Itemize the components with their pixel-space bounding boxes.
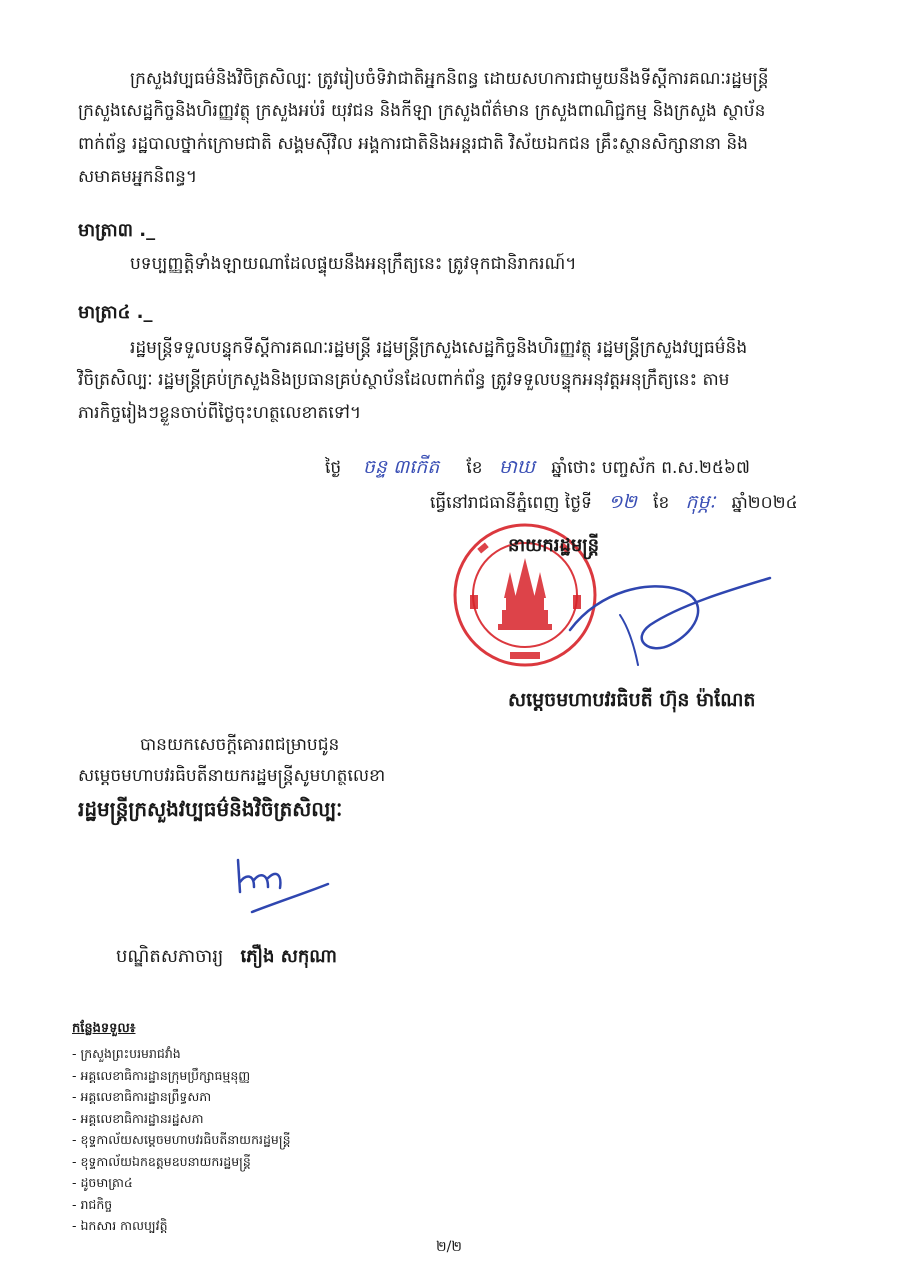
signatory-name: សម្ដេចមហាបវរធិបតី ហ៊ុន ម៉ាណែត bbox=[508, 689, 756, 711]
paragraph-1-line-3: ពាក់ព័ន្ធ រដ្ឋបាលថ្នាក់ក្រោមជាតិ សង្គមស៊ីវិល អង្គការជាតិនិងអន្តរជាតិ វិស័យឯកជន គ្រឹះស្ថានសិក្សានានា និង bbox=[78, 134, 748, 154]
month-value-handwritten: មាឃ bbox=[498, 456, 535, 478]
paragraph-1-line-4: សមាគមអ្នកនិពន្ធ។ bbox=[78, 167, 198, 187]
recipients-list bbox=[72, 1020, 291, 1237]
paragraph-1-line-2: ក្រសួងសេដ្ឋកិច្ចនិងហិរញ្ញវត្ថុ ក្រសួងអប់រំ យុវជន និងកីឡា ក្រសួងព័ត៌មាន ក្រសួងពាណិជ្ជកម្ម និងក្រសួង ស្ថាប័ន bbox=[78, 101, 766, 121]
recipient-item: - អគ្គលេខាធិការដ្ឋានក្រុមប្រឹក្សាធម្មនុញ្ញ bbox=[72, 1067, 251, 1083]
article-3-line-1: បទប្បញ្ញត្តិទាំងឡាយណាដែលផ្ទុយនឹងអនុក្រឹត្យនេះ ត្រូវទុកជានិរាករណ៍។ bbox=[130, 254, 577, 274]
greg-day-handwritten: ១២ bbox=[608, 491, 637, 513]
article-4-line-1: រដ្ឋមន្ត្រីទទួលបន្ទុកទីស្ដីការគណៈរដ្ឋមន្ត្រី រដ្ឋមន្ត្រីក្រសួងសេដ្ឋកិច្ចនិងហិរញ្ញវត្ថុ រដ្ឋមន្ត្រីក្រសួងវប្បធម៌និង bbox=[130, 338, 748, 358]
recipient-item: - ដូចមាត្រា៤ bbox=[72, 1175, 133, 1190]
certification-line-1: បានយកសេចក្ដីគោរពជម្រាបជូន bbox=[140, 735, 340, 755]
recipient-item: - ក្រសួងព្រះបរមរាជវាំង bbox=[72, 1046, 181, 1061]
greg-year: ឆ្នាំ២០២៤ bbox=[731, 493, 798, 513]
day-value-handwritten: ចន្ទ ៣កើត bbox=[362, 456, 440, 478]
article-4-line-2: វិចិត្រសិល្បៈ រដ្ឋមន្ត្រីគ្រប់ក្រសួងនិងប្រធានគ្រប់ស្ថាប័នដែលពាក់ព័ន្ធ ត្រូវទទួលបន្ទុកអនុវត្តអនុក្រឹត្យនេះ តាម bbox=[78, 370, 730, 390]
page-number: ២/២ bbox=[436, 1239, 462, 1255]
recipient-item: - ខុទ្ទកាល័យសម្ដេចមហាបវរធិបតីនាយករដ្ឋមន្ត្រី bbox=[72, 1132, 291, 1147]
recipients-heading: កន្លែងទទួល៖ bbox=[72, 1021, 136, 1036]
certification-line-2: សម្ដេចមហាបវរធិបតីនាយករដ្ឋមន្ត្រីសូមហត្ថលេខា bbox=[78, 766, 386, 786]
recipient-item: - ខុទ្ទកាល័យឯកឧត្តមឧបនាយករដ្ឋមន្ត្រី bbox=[72, 1153, 251, 1169]
greg-month-label: ខែ bbox=[653, 493, 670, 513]
article-4-line-3: ភារកិច្ចរៀងៗខ្លួនចាប់ពីថ្ងៃចុះហត្ថលេខាតទៅ។ bbox=[78, 403, 362, 423]
recipient-item: - អគ្គលេខាធិការដ្ឋានរដ្ឋសភា bbox=[72, 1110, 204, 1126]
minister-title: រដ្ឋមន្ត្រីក្រសួងវប្បធម៌និងវិចិត្រសិល្បៈ bbox=[78, 797, 343, 821]
minister-prefix: បណ្ឌិតសភាចារ្យ bbox=[116, 946, 224, 967]
article-4-heading: មាត្រា៤ ._ bbox=[78, 302, 153, 323]
paragraph-1-line-1: ក្រសួងវប្បធម៌និងវិចិត្រសិល្បៈ ត្រូវរៀបចំទិវាជាតិអ្នកនិពន្ធ ដោយសហការជាមួយនឹងទីស្ដីការគណៈរដ្ឋមន្ត្រី bbox=[130, 69, 769, 89]
minister-name-line bbox=[116, 944, 337, 971]
month-label: ខែ bbox=[466, 458, 483, 478]
signatory-title: នាយករដ្ឋមន្ត្រី bbox=[508, 535, 600, 556]
greg-month-handwritten: កុម្ភៈ bbox=[685, 491, 716, 513]
minister-name: ភឿង សកុណា bbox=[240, 946, 337, 967]
year-text: ឆ្នាំថោះ បញ្ចស័ក ព.ស.២៥៦៧ bbox=[551, 458, 750, 478]
recipient-item: - ឯកសារ កាលប្បវត្តិ bbox=[72, 1218, 168, 1233]
recipient-item: - អគ្គលេខាធិការដ្ឋានព្រឹទ្ធសភា bbox=[72, 1089, 212, 1104]
recipient-item: - រាជកិច្ច bbox=[72, 1196, 113, 1212]
lunar-date-line bbox=[325, 455, 750, 483]
day-label: ថ្ងៃ bbox=[325, 458, 342, 478]
place-text: ធ្វើនៅរាជធានីភ្នំពេញ ថ្ងៃទី bbox=[430, 493, 592, 513]
article-3-heading: មាត្រា៣ ._ bbox=[78, 220, 156, 241]
prime-minister-signature bbox=[560, 570, 780, 690]
minister-signature bbox=[228, 852, 338, 922]
